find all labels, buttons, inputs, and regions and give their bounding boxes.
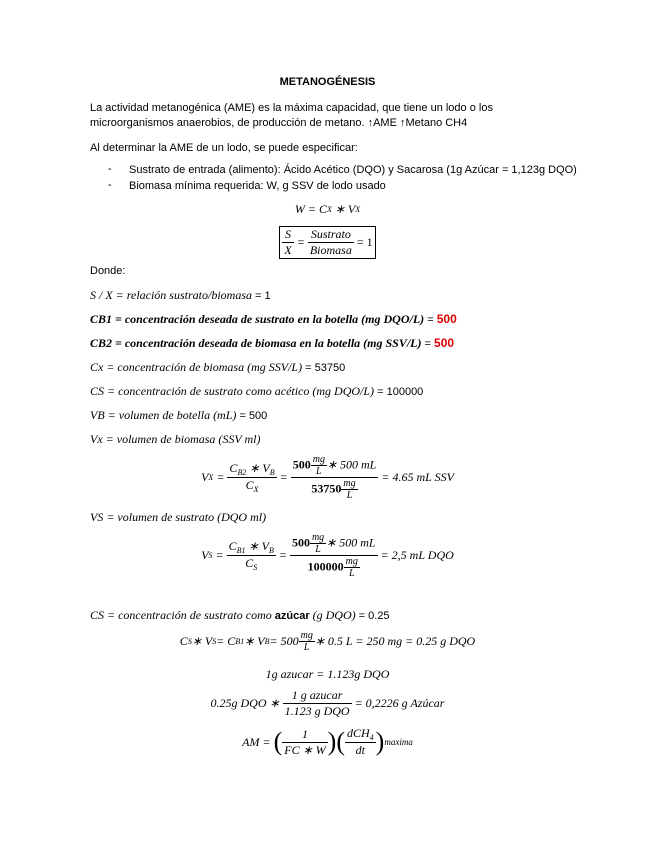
def-vb: VB = volumen de botella (mL) = 500 [90,408,268,422]
equation-vx: V X = $\frac{C_{B2} ∗ V_B}{C_X}$ = 500 $\frac{mg}{L}$ ∗ 500 mL 53750 $\frac{mg}{L}$ = 4.65 mL SSV [201,454,454,501]
def-cb2: CB2 = concentración deseada de biomasa en la botella (mg SSV/L) = 500 [90,336,455,350]
bullet-dash-icon: - [108,179,112,191]
def-cs-azucar: CS = concentración de sustrato como azúcar (g DQO) = 0.25 [90,608,390,622]
equation-conversion: 0.25g DQO ∗ $\frac{\text{1 g azucar}}{\text{1.123 g DQO}}$ = 0,2226 g Azúcar [210,688,445,718]
bullet-dash-icon: - [108,163,112,175]
def-sx: S / X = relación sustrato/biomasa = 1 [90,288,271,302]
intro-line-1: La actividad metanogénica (AME) es la máxima capacidad, que tiene un lodo o los [90,102,493,114]
intro-line-2: microorganismos anaerobios, de producción de metano. ↑AME ↑Metano CH4 [90,117,468,129]
def-vx: Vx = volumen de biomasa (SSV ml) [90,432,261,446]
equation-azucar: 1g azucar = 1.123g DQO [265,667,390,681]
bullet-item-2: Biomasa mínima requerida: W, g SSV de lodo usado [129,180,386,192]
equation-sx: $\frac{S}{X}$ = $\frac{\text{Sustrato}}{\text{Biomasa}}$ = 1 [0,226,655,259]
def-cb1: CB1 = concentración deseada de sustrato en la botella (mg DQO/L) = 500 [90,312,457,326]
equation-am: AM = ( $\frac{1}{FC ∗ W}$ ) ( $\frac{dCH_4}{dt}$ ) maxima [242,726,413,757]
def-cs: CS = concentración de sustrato como acético (mg DQO/L) = 100000 [90,384,424,398]
bullet-item-1: Sustrato de entrada (alimento): Ácido Acético (DQO) y Sacarosa (1g Azúcar = 1,123g DQO) [129,164,577,176]
page-title: METANOGÉNESIS [279,76,376,88]
equation-vs: V S = $\frac{C_{B1} ∗ V_B}{C_S}$ = 500 $\frac{mg}{L}$ ∗ 500 mL 100000 $\frac{mg}{L}$ = 2,5 mL DQO [201,532,454,579]
def-cx: Cx = concentración de biomasa (mg SSV/L) = 53750 [90,360,346,374]
equation-w: W = C X ∗ V X [294,202,361,216]
equation-cs-vs: C S ∗ V S = C B1 ∗ V B = 500 $\frac{mg}{L}$ ∗ 0.5 L = 250 mg = 0.25 g DQO [179,630,476,653]
specify-text: Al determinar la AME de un lodo, se puede especificar: [90,142,358,154]
def-vs: VS = volumen de sustrato (DQO ml) [90,510,267,524]
donde-label: Donde: [90,265,126,277]
